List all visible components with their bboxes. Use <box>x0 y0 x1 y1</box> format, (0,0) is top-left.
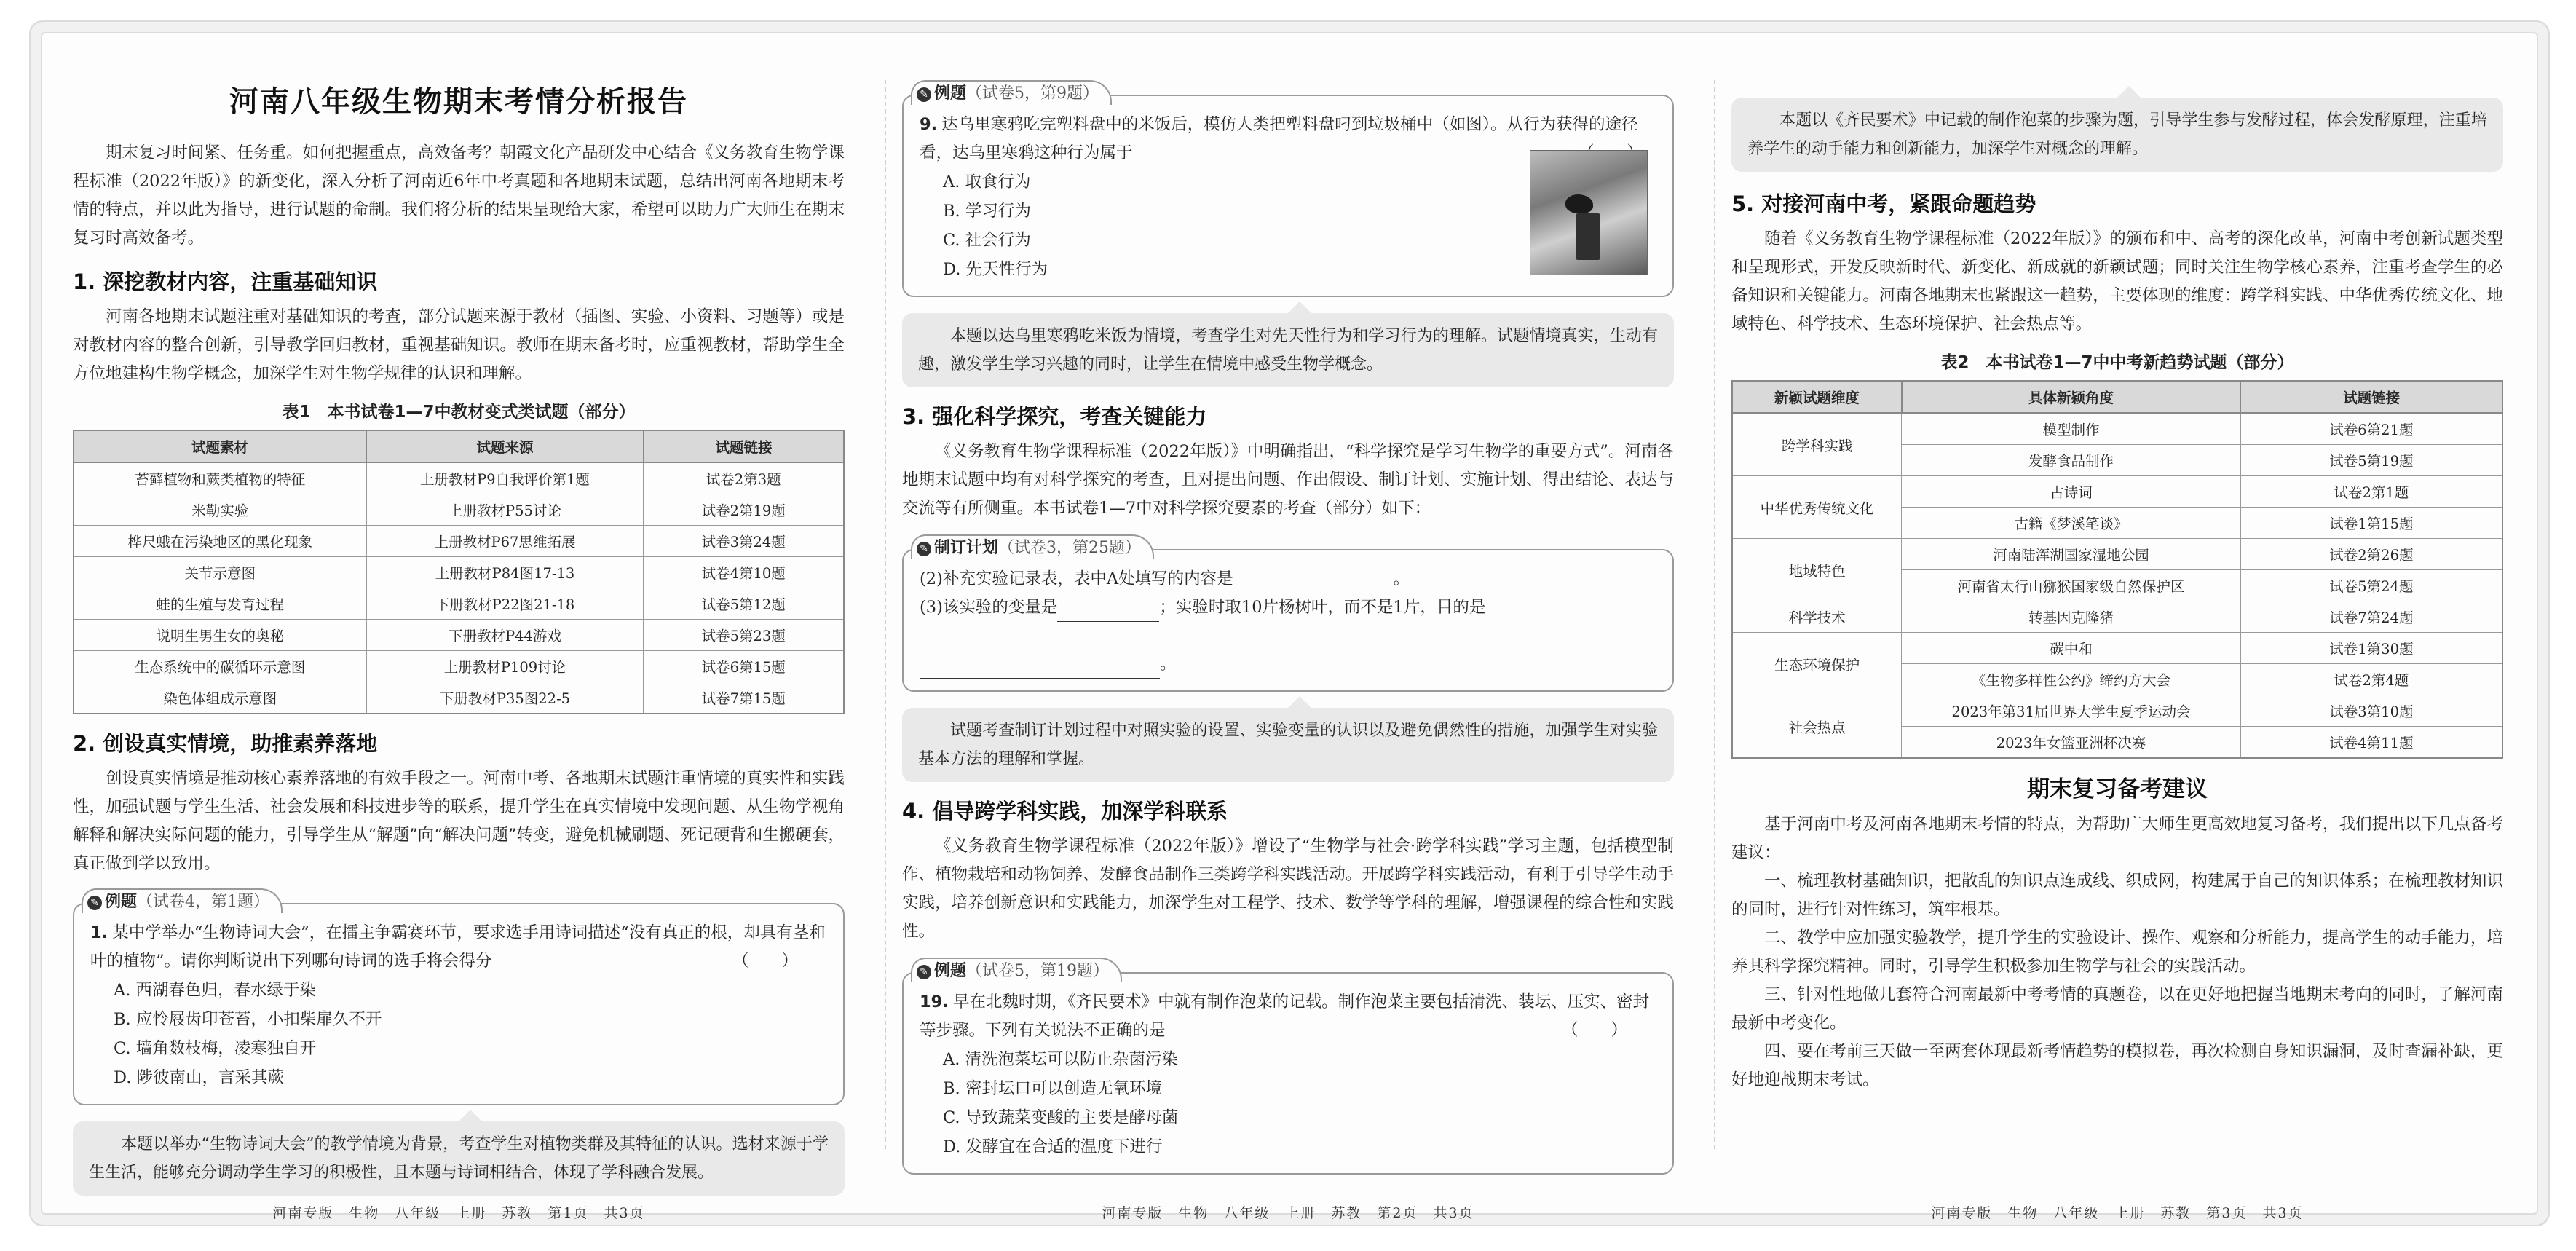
option-c: C. 墙角数枝梅，凌寒独自开 <box>114 1039 317 1058</box>
table-cell: 下册教材P35图22-5 <box>366 682 644 714</box>
table-1-header-cell: 试题素材 <box>74 430 366 462</box>
example-tag: ✎ 例题（试卷5，第19题） <box>911 958 1122 982</box>
table-cell: 蛙的生殖与发育过程 <box>74 588 366 620</box>
pencil-icon: ✎ <box>87 896 102 910</box>
table-1-header-cell: 试题链接 <box>644 430 844 462</box>
table-cell: 河南省太行山猕猴国家级自然保护区 <box>1902 570 2241 601</box>
table-cell: 试卷6第15题 <box>644 651 844 682</box>
page-footer: 河南专版 生物 八年级 上册 苏教 第1页 共3页 <box>272 1205 645 1221</box>
intro-paragraph: 期末复习时间紧、任务重。如何把握重点，高效备考？朝霞文化产品研发中心结合《义务教育生物学课程标准（2022年版）》的新变化，深入分析了河南近6年中考真题和各地期末试题，总结出河南各地期末考情的特点，并以此为指导，进行试题的命制。我们将分析的结果呈现给大家，希望可以助力广大师生在期末复习时高效备考。 <box>73 143 845 248</box>
table-row <box>1732 695 2502 727</box>
table-row <box>1732 633 2502 664</box>
option-c: C. 导致蔬菜变酸的主要是酵母菌 <box>943 1108 1179 1127</box>
option-a: A. 清洗泡菜坛可以防止杂菌污染 <box>943 1050 1179 1069</box>
table-1-header-row <box>74 430 844 462</box>
table-cell: 上册教材P84图17-13 <box>366 557 644 588</box>
table-cell: 米勒实验 <box>74 494 366 526</box>
plan-question-2: (2)补充实验记录表，表中A处填写的内容是 。 <box>920 565 1656 593</box>
table-cell: 说明生男生女的奥秘 <box>74 620 366 651</box>
table-cell: 模型制作 <box>1902 413 2241 445</box>
section-5-body: 随着《义务教育生物学课程标准（2022年版）》的颁布和中、高考的深化改革，河南中考创新试题类型和呈现形式，开发反映新时代、新变化、新成就的新颖试题；同时关注生物学核心素养，注重考查学生的必备知识和关键能力。河南各地期末也紧跟这一趋势，主要体现的维度：跨学科实践、中华优秀传统文化、地域特色、科学技术、生态环境保护、社会热点等。 <box>1731 229 2503 334</box>
page-footer: 河南专版 生物 八年级 上册 苏教 第2页 共3页 <box>1102 1205 1474 1221</box>
advice-item: 二、教学中应加强实验教学，提升学生的实验设计、操作、观察和分析能力，提高学生的动手能力，培养其科学探究精神。同时，引导学生积极参加生物学与社会的实践活动。 <box>1731 928 2503 976</box>
table-1-caption: 表1 本书试卷1—7中教材变式类试题（部分） <box>282 403 636 422</box>
advice-intro: 基于河南中考及河南各地期末考情的特点，为帮助广大师生更高效地复习备考，我们提出以下几点备考建议： <box>1731 815 2503 862</box>
table-cell: 发酵食品制作 <box>1902 445 2241 476</box>
table-2-header-cell: 新颖试题维度 <box>1732 381 1902 413</box>
table-cell: 试卷7第24题 <box>2240 601 2502 633</box>
option-a: A. 取食行为 <box>943 173 1031 192</box>
table-cell: 试卷5第12题 <box>644 588 844 620</box>
table-cell: 苔藓植物和蕨类植物的特征 <box>74 462 366 494</box>
example-question-1 <box>73 893 845 1105</box>
page-1 <box>73 44 845 1222</box>
table-cell: 试卷1第30题 <box>2240 633 2502 664</box>
table-row <box>74 557 844 588</box>
answer-blank <box>1057 602 1159 622</box>
table-2-header-row <box>1732 381 2502 413</box>
section-1-body: 河南各地期末试题注重对基础知识的考查，部分试题来源于教材（插图、实验、小资料、习题等）或是对教材内容的整合创新，引导教学回归教材，重视基础知识。教师在期末备考时，应重视教材，帮助学生全方位地建构生物学概念，加深学生对生物学规律的认识和理解。 <box>73 307 845 383</box>
table-cell: 试卷5第24题 <box>2240 570 2502 601</box>
answer-blank <box>920 659 1160 679</box>
option-d: D. 陟彼南山，言采其蕨 <box>114 1068 285 1087</box>
plan-tag: ✎ 制订计划（试卷3，第25题） <box>911 534 1154 559</box>
section-3-title: 3. 强化科学探究，考查关键能力 <box>902 404 1207 429</box>
advice-list <box>1731 867 2503 1094</box>
table-cell: 染色体组成示意图 <box>74 682 366 714</box>
table-cell: 试卷6第21题 <box>2240 413 2502 445</box>
option-b: B. 密封坛口可以创造无氧环境 <box>943 1079 1162 1098</box>
crow-trash-bin-photo <box>1530 150 1648 275</box>
table-cell: 2023年女篮亚洲杯决赛 <box>1902 727 2241 759</box>
plan-question-3-continued: 。 <box>920 650 1656 679</box>
section-1-title: 1. 深挖教材内容，注重基础知识 <box>73 269 378 294</box>
dimension-cell: 社会热点 <box>1732 695 1902 759</box>
table-cell: 古诗词 <box>1902 476 2241 508</box>
table-cell: 上册教材P55讨论 <box>366 494 644 526</box>
table-cell: 试卷2第19题 <box>644 494 844 526</box>
dimension-cell: 科学技术 <box>1732 601 1902 633</box>
table-row <box>1732 601 2502 633</box>
table-cell: 试卷2第26题 <box>2240 539 2502 570</box>
question-stem: 1. 某中学举办“生物诗词大会”，在擂主争霸赛环节，要求选手用诗词描述“没有真正的根，却具有茎和叶的植物”。请你判断说出下列哪句诗词的选手将会得分 （ ） <box>90 919 827 976</box>
option-a: A. 西湖春色归，春水绿于染 <box>114 981 317 1000</box>
table-cell: 桦尺蛾在污染地区的黑化现象 <box>74 526 366 557</box>
table-cell: 试卷2第4题 <box>2240 664 2502 695</box>
table-row <box>1732 413 2502 445</box>
table-cell: 转基因克隆猪 <box>1902 601 2241 633</box>
question-stem: 9. 达乌里寒鸦吃完塑料盘中的米饭后，模仿人类把塑料盘叼到垃圾桶中（如图）。从行为获得的途径看，达乌里寒鸦这种行为属于 <box>920 111 1656 167</box>
table-cell: 上册教材P9自我评价第1题 <box>366 462 644 494</box>
table-2-header-cell: 具体新颖角度 <box>1902 381 2241 413</box>
pencil-icon: ✎ <box>917 87 931 102</box>
option-b: B. 应怜屐齿印苍苔，小扣柴扉久不开 <box>114 1010 382 1029</box>
table-cell: 试卷2第3题 <box>644 462 844 494</box>
table-2-header-cell: 试题链接 <box>2240 381 2502 413</box>
table-cell: 试卷4第11题 <box>2240 727 2502 759</box>
table-cell: 试卷3第10题 <box>2240 695 2502 727</box>
table-row <box>74 651 844 682</box>
table-cell: 试卷1第15题 <box>2240 508 2502 539</box>
pencil-icon: ✎ <box>917 542 931 556</box>
table-cell: 试卷5第19题 <box>2240 445 2502 476</box>
table-cell: 河南陆浑湖国家湿地公园 <box>1902 539 2241 570</box>
option-d: D. 发酵宜在合适的温度下进行 <box>943 1137 1163 1156</box>
table-cell: 《生物多样性公约》缔约方大会 <box>1902 664 2241 695</box>
example-19-analysis: 本题以《齐民要术》中记载的制作泡菜的步骤为题，引导学生参与发酵过程，体会发酵原理，注重培养学生的动手能力和创新能力，加深学生对概念的理解。 <box>1731 98 2503 172</box>
dimension-cell: 地域特色 <box>1732 539 1902 601</box>
column-divider <box>885 80 886 1149</box>
table-cell: 试卷2第1题 <box>2240 476 2502 508</box>
table-2-caption: 表2 本书试卷1—7中中考新趋势试题（部分） <box>1940 353 2294 372</box>
table-cell: 碳中和 <box>1902 633 2241 664</box>
question-stem: 19. 早在北魏时期，《齐民要术》中就有制作泡菜的记载。制作泡菜主要包括清洗、装坛、压实、密封等步骤。下列有关说法不正确的是 （ ） <box>920 988 1656 1045</box>
table-2 <box>1731 380 2503 759</box>
section-2-title: 2. 创设真实情境，助推素养落地 <box>73 731 378 756</box>
table-cell: 古籍《梦溪笔谈》 <box>1902 508 2241 539</box>
table-cell: 下册教材P44游戏 <box>366 620 644 651</box>
table-row <box>74 526 844 557</box>
section-4-body: 《义务教育生物学课程标准（2022年版）》增设了“生物学与社会·跨学科实践”学习主题，包括模型制作、植物栽培和动物饲养、发酵食品制作三类跨学科实践活动。开展跨学科实践活动，有利于引导学生动手实践，培养创新意识和实践能力，加深学生对工程学、技术、数学等学科的理解，增强课程的综合性和实践性。 <box>902 837 1674 941</box>
table-row <box>74 588 844 620</box>
plan-analysis: 试题考查制订计划过程中对照实验的设置、实验变量的认识以及避免偶然性的措施，加强学生对实验基本方法的理解和掌握。 <box>902 708 1674 782</box>
table-row <box>74 620 844 651</box>
section-2-body: 创设真实情境是推动核心素养落地的有效手段之一。河南中考、各地期末试题注重情境的真实性和实践性，加强试题与学生生活、社会发展和科技进步等的联系，提升学生在真实情境中发现问题、从生物学视角解释和解决实际问题的能力，引导学生从“解题”向“解决问题”转变，避免机械刷题、死记硬背和生搬硬套，真正做到学以致用。 <box>73 769 845 873</box>
answer-blank <box>920 631 1102 650</box>
table-cell: 关节示意图 <box>74 557 366 588</box>
pencil-icon: ✎ <box>917 965 931 979</box>
advice-title: 期末复习备考建议 <box>2027 776 2208 802</box>
plan-question <box>902 539 1674 692</box>
table-cell: 试卷5第23题 <box>644 620 844 651</box>
answer-blank <box>1233 574 1394 593</box>
trash-bin-figure <box>1576 213 1600 260</box>
section-4-title: 4. 倡导跨学科实践，加深学科联系 <box>902 799 1228 824</box>
document-title: 河南八年级生物期末考情分析报告 <box>229 85 688 119</box>
table-cell: 2023年第31届世界大学生夏季运动会 <box>1902 695 2241 727</box>
page-3 <box>1731 44 2503 1222</box>
page-footer: 河南专版 生物 八年级 上册 苏教 第3页 共3页 <box>1931 1205 2304 1221</box>
table-cell: 试卷3第24题 <box>644 526 844 557</box>
example-question-19 <box>902 962 1674 1175</box>
table-1-header-cell: 试题来源 <box>366 430 644 462</box>
section-3-body: 《义务教育生物学课程标准（2022年版）》中明确指出，“科学探究是学习生物学的重要方式”。河南各地期末试题中均有对科学探究的考查，且对提出问题、作出假设、制订计划、实施计划、得出结论、表达与交流等有所侧重。本书试卷1—7中对科学探究要素的考查（部分）如下： <box>902 442 1674 518</box>
option-d: D. 先天性行为 <box>943 260 1048 279</box>
table-row <box>74 462 844 494</box>
advice-item: 四、要在考前三天做一至两套体现最新考情趋势的模拟卷，再次检测自身知识漏洞，及时查漏补缺，更好地迎战期末考试。 <box>1731 1042 2503 1089</box>
example-tag: ✎ 例题（试卷4，第1题） <box>82 888 283 913</box>
table-row <box>74 494 844 526</box>
crow-figure <box>1565 194 1593 213</box>
example-tag: ✎ 例题（试卷5，第9题） <box>911 80 1112 105</box>
table-cell: 试卷7第15题 <box>644 682 844 714</box>
advice-item: 一、梳理教材基础知识，把散乱的知识点连成线、织成网，构建属于自己的知识体系；在梳理教材知识的同时，进行针对性练习，筑牢根基。 <box>1731 872 2503 919</box>
option-b: B. 学习行为 <box>943 202 1031 221</box>
question-options <box>90 976 827 1092</box>
answer-parentheses: （ ） <box>732 952 798 971</box>
dimension-cell: 跨学科实践 <box>1732 413 1902 476</box>
question-options <box>920 1045 1656 1161</box>
section-5-title: 5. 对接河南中考，紧跟命题趋势 <box>1731 192 2036 216</box>
page-2 <box>902 44 1674 1222</box>
table-cell: 下册教材P22图21-18 <box>366 588 644 620</box>
table-cell: 试卷4第10题 <box>644 557 844 588</box>
example-question-9 <box>902 84 1674 297</box>
plan-question-3: (3)该实验的变量是 ；实验时取10片杨树叶，而不是1片，目的是 <box>920 593 1656 650</box>
dimension-cell: 中华优秀传统文化 <box>1732 476 1902 539</box>
table-row <box>1732 539 2502 570</box>
option-c: C. 社会行为 <box>943 231 1031 250</box>
table-cell: 生态系统中的碳循环示意图 <box>74 651 366 682</box>
example-9-analysis: 本题以达乌里寒鸦吃米饭为情境，考查学生对先天性行为和学习行为的理解。试题情境真实，生动有趣，激发学生学习兴趣的同时，让学生在情境中感受生物学概念。 <box>902 313 1674 387</box>
example-1-analysis: 本题以举办“生物诗词大会”的教学情境为背景，考查学生对植物类群及其特征的认识。选材来源于学生生活，能够充分调动学生学习的积极性，且本题与诗词相结合，体现了学科融合发展。 <box>73 1121 845 1196</box>
table-row <box>1732 476 2502 508</box>
table-cell: 上册教材P109讨论 <box>366 651 644 682</box>
table-1 <box>73 430 845 714</box>
dimension-cell: 生态环境保护 <box>1732 633 1902 695</box>
table-row <box>74 682 844 714</box>
advice-item: 三、针对性地做几套符合河南最新中考考情的真题卷，以在更好地把握当地期末考向的同时，了解河南最新中考变化。 <box>1731 985 2503 1033</box>
table-cell: 上册教材P67思维拓展 <box>366 526 644 557</box>
column-divider <box>1714 80 1715 1149</box>
answer-parentheses: （ ） <box>1561 1021 1627 1040</box>
